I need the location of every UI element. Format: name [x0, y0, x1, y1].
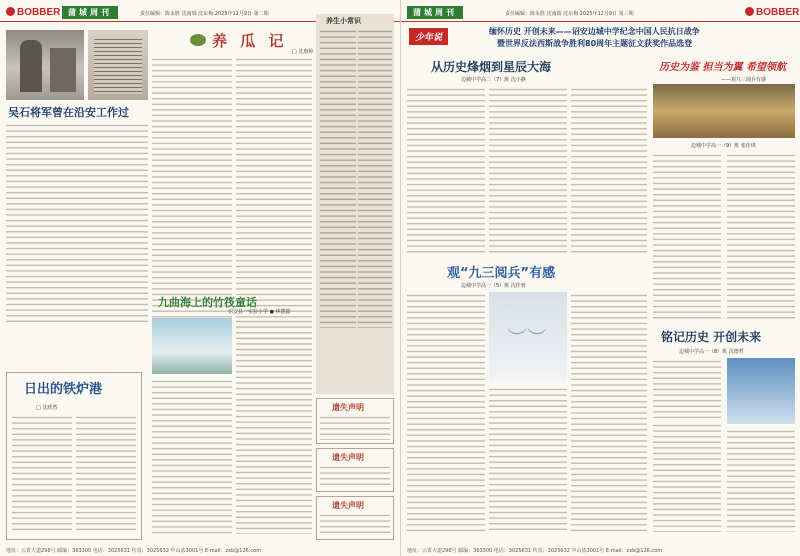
article-text: [653, 422, 721, 532]
page-header: [401, 6, 800, 22]
article-text: [358, 28, 392, 328]
historic-photo: [6, 30, 84, 100]
parade-photo: [653, 84, 795, 138]
notice-text: [320, 464, 390, 488]
article-1-byline: 边城中学高二（7）班 沈小静: [461, 77, 526, 83]
article-text: [6, 122, 148, 322]
story-title: 九曲海上的竹筏童话: [158, 296, 257, 309]
bamboo-raft-illustration: [152, 318, 232, 374]
article-text: [152, 378, 232, 534]
column-name: 蒲城周刊: [62, 6, 118, 19]
article-2-byline: ——观九三阅兵有感: [721, 77, 767, 83]
main-title: 养 瓜 记: [212, 32, 288, 50]
article-2-author: 边城中学高一（9）班 张佳琪: [691, 143, 756, 149]
newspaper-logo: BOBBER: [6, 7, 60, 18]
dove-illustration: [727, 358, 795, 424]
article-text: [653, 358, 721, 418]
article-text: [727, 152, 795, 322]
article-4-title: 铭记历史 开创未来: [661, 330, 762, 344]
notice-title: 遗失声明: [332, 501, 364, 510]
notice-title: 遗失声明: [332, 403, 364, 412]
side-column-title: 养生小常识: [326, 17, 361, 25]
story-byline: 诏安县一实验小学 ● 林蕙露: [228, 309, 291, 315]
page-footer: 地址：云霄大道298号 邮编：363300 电话：3025631 传真：3025632 中山浓3001号 E-mail：zxb@126.com: [6, 548, 262, 554]
birds-illustration: ︶︶: [489, 292, 567, 382]
article-text: [571, 292, 647, 532]
document-photo: [88, 30, 148, 100]
article-text: [320, 28, 356, 328]
notice-text: [320, 414, 390, 440]
page-footer: 地址：云霄大道298号 邮编：363300 电话：3025631 传真：3025632 中山浓3001号 E-mail：zxb@126.com: [407, 548, 663, 554]
banner-line-1: 缅怀历史 开创未来——诏安边城中学纪念中国人民抗日战争: [489, 27, 700, 36]
article-text: [489, 386, 567, 532]
article-text: [152, 56, 232, 356]
article-text: [236, 318, 312, 534]
main-byline: □ 沈惠婷: [292, 49, 314, 55]
header-meta: 责任编辑：陈永胜 沈南瑞 沈东梅 2025年12月9日 第二期: [140, 11, 269, 17]
article-3-title: 观“九三阅兵”有感: [447, 266, 556, 281]
notice-text: [320, 512, 390, 536]
notice-title: 遗失声明: [332, 453, 364, 462]
melon-icon: [190, 34, 206, 46]
poem-text: [12, 414, 72, 534]
article-text: [727, 428, 795, 532]
poem-byline: □ 沈欣然: [36, 405, 58, 411]
article-text: [653, 152, 721, 322]
article-text: [489, 86, 567, 256]
article-2-title: 历史为鉴 担当为翼 希望领航: [659, 62, 786, 73]
header-meta: 责任编辑：陈永胜 沈南瑞 沈东梅 2025年12月9日 第三期: [505, 11, 634, 17]
photo-caption: 吴石将军曾在沿安工作过: [8, 106, 129, 119]
poem-title: 日出的铁炉港: [24, 382, 103, 397]
article-text: [407, 86, 485, 256]
newspaper-logo: BOBBER: [745, 7, 799, 18]
column-name: 蒲城周刊: [407, 6, 463, 19]
poem-text: [76, 414, 136, 534]
banner-line-2: 暨世界反法西斯战争胜利80周年主题征文获奖作品选登: [497, 39, 693, 48]
article-text: [407, 292, 485, 532]
article-1-title: 从历史烽烟到星辰大海: [431, 60, 552, 74]
article-text: [571, 86, 647, 256]
article-3-byline: 边城中学高一（5）班 沈佳蓉: [461, 283, 526, 289]
right-page: [400, 0, 800, 556]
article-4-byline: 边城中学高一（8）班 沈德哲: [679, 349, 744, 355]
section-tag: 少年说: [409, 28, 448, 45]
